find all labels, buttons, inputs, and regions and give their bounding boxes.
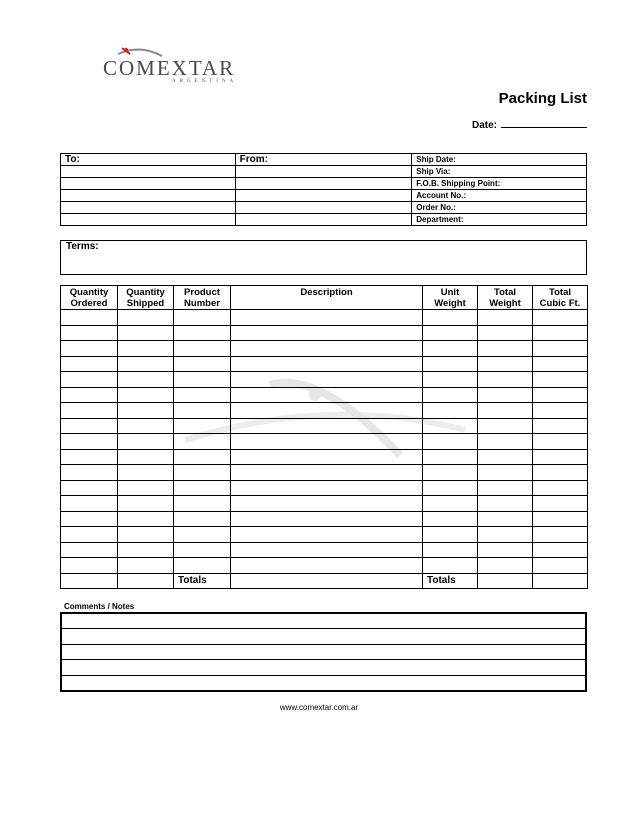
- totals-empty-cell: [118, 573, 174, 589]
- table-cell[interactable]: [533, 527, 588, 543]
- date-field: [472, 118, 587, 131]
- table-row: [61, 434, 588, 450]
- from-line[interactable]: [235, 202, 412, 214]
- table-cell[interactable]: [231, 403, 423, 419]
- table-cell[interactable]: [61, 418, 118, 434]
- table-cell[interactable]: [118, 527, 174, 543]
- comments-line[interactable]: [61, 660, 586, 675]
- table-cell[interactable]: [533, 542, 588, 558]
- table-cell[interactable]: [423, 480, 478, 496]
- table-cell[interactable]: [478, 341, 533, 357]
- table-cell[interactable]: [61, 356, 118, 372]
- table-cell[interactable]: [423, 325, 478, 341]
- table-cell[interactable]: [478, 403, 533, 419]
- footer-url: www.comextar.com.ar: [279, 703, 359, 712]
- table-cell[interactable]: [478, 527, 533, 543]
- table-row: [61, 325, 588, 341]
- table-cell[interactable]: [478, 496, 533, 512]
- table-cell[interactable]: [423, 310, 478, 326]
- table-cell[interactable]: [533, 403, 588, 419]
- table-cell[interactable]: [61, 558, 118, 574]
- table-cell[interactable]: [423, 341, 478, 357]
- table-cell[interactable]: [423, 418, 478, 434]
- table-cell[interactable]: [533, 496, 588, 512]
- table-cell[interactable]: [478, 356, 533, 372]
- logo-wordmark: COMEXTAR: [103, 56, 236, 80]
- table-cell[interactable]: [174, 511, 231, 527]
- table-cell[interactable]: [61, 310, 118, 326]
- table-row: [61, 449, 588, 465]
- col-quantity-shipped: Quantity Shipped: [118, 286, 174, 310]
- table-row: [61, 465, 588, 481]
- comments-label: Comments / Notes: [64, 602, 135, 611]
- table-cell[interactable]: [174, 372, 231, 388]
- table-cell[interactable]: [533, 325, 588, 341]
- items-header-row: [61, 286, 588, 310]
- table-cell[interactable]: [118, 449, 174, 465]
- table-cell[interactable]: [231, 465, 423, 481]
- to-line[interactable]: [61, 178, 236, 190]
- table-cell[interactable]: [174, 449, 231, 465]
- table-cell[interactable]: [174, 558, 231, 574]
- totals-row: [61, 573, 588, 589]
- col-total-weight: Total Weight: [478, 286, 533, 310]
- header-table: [60, 153, 587, 226]
- totals-empty-cell: [61, 573, 118, 589]
- table-cell[interactable]: [423, 496, 478, 512]
- table-row: [61, 542, 588, 558]
- ship-via-label: Ship Via:: [412, 166, 587, 178]
- table-cell[interactable]: [231, 449, 423, 465]
- table-cell[interactable]: [231, 325, 423, 341]
- table-row: [61, 387, 588, 403]
- table-cell[interactable]: [61, 511, 118, 527]
- table-cell[interactable]: [118, 356, 174, 372]
- table-cell[interactable]: [118, 418, 174, 434]
- comments-line[interactable]: [61, 675, 586, 691]
- table-cell[interactable]: [478, 418, 533, 434]
- table-cell[interactable]: [231, 434, 423, 450]
- from-line[interactable]: [235, 190, 412, 202]
- table-cell[interactable]: [478, 558, 533, 574]
- table-row: [61, 480, 588, 496]
- table-cell[interactable]: [423, 511, 478, 527]
- table-row: [61, 527, 588, 543]
- table-cell[interactable]: [423, 542, 478, 558]
- table-cell[interactable]: [61, 434, 118, 450]
- to-line[interactable]: [61, 166, 236, 178]
- order-no-label: Order No.:: [412, 202, 587, 214]
- table-cell[interactable]: [118, 325, 174, 341]
- table-cell[interactable]: [423, 372, 478, 388]
- table-cell[interactable]: [478, 449, 533, 465]
- table-cell[interactable]: [118, 341, 174, 357]
- table-cell[interactable]: [533, 387, 588, 403]
- table-cell[interactable]: [478, 325, 533, 341]
- table-cell[interactable]: [61, 496, 118, 512]
- from-line[interactable]: [235, 178, 412, 190]
- table-cell[interactable]: [174, 527, 231, 543]
- from-label: From:: [235, 154, 412, 166]
- table-cell[interactable]: [118, 403, 174, 419]
- table-cell[interactable]: [174, 418, 231, 434]
- table-cell[interactable]: [231, 511, 423, 527]
- table-cell[interactable]: [423, 356, 478, 372]
- table-cell[interactable]: [61, 372, 118, 388]
- table-cell[interactable]: [61, 387, 118, 403]
- total-weight-cell[interactable]: [478, 573, 533, 589]
- table-cell[interactable]: [423, 403, 478, 419]
- table-cell[interactable]: [118, 558, 174, 574]
- table-row: [61, 372, 588, 388]
- total-cubic-cell[interactable]: [533, 573, 588, 589]
- table-cell[interactable]: [478, 387, 533, 403]
- table-cell[interactable]: [478, 465, 533, 481]
- table-cell[interactable]: [174, 341, 231, 357]
- table-cell[interactable]: [118, 372, 174, 388]
- comments-line[interactable]: [61, 613, 586, 629]
- table-cell[interactable]: [118, 465, 174, 481]
- page-title: Packing List: [498, 90, 587, 107]
- table-cell[interactable]: [478, 480, 533, 496]
- table-cell[interactable]: [61, 480, 118, 496]
- table-cell[interactable]: [174, 403, 231, 419]
- from-line[interactable]: [235, 166, 412, 178]
- table-row: [61, 511, 588, 527]
- table-cell[interactable]: [231, 558, 423, 574]
- table-row: [61, 558, 588, 574]
- table-cell[interactable]: [231, 356, 423, 372]
- table-cell[interactable]: [478, 511, 533, 527]
- table-cell[interactable]: [118, 480, 174, 496]
- table-cell[interactable]: [61, 542, 118, 558]
- table-cell[interactable]: [61, 341, 118, 357]
- table-cell[interactable]: [423, 527, 478, 543]
- table-cell[interactable]: [174, 387, 231, 403]
- table-cell[interactable]: [174, 465, 231, 481]
- logo-subtitle: ARGENTINA: [172, 79, 238, 84]
- table-cell[interactable]: [174, 496, 231, 512]
- table-cell[interactable]: [533, 418, 588, 434]
- table-cell[interactable]: [533, 465, 588, 481]
- table-row: [61, 310, 588, 326]
- table-cell[interactable]: [533, 434, 588, 450]
- table-cell[interactable]: [231, 418, 423, 434]
- table-cell[interactable]: [423, 558, 478, 574]
- to-line[interactable]: [61, 202, 236, 214]
- table-cell[interactable]: [423, 449, 478, 465]
- table-row: [61, 496, 588, 512]
- table-cell[interactable]: [423, 465, 478, 481]
- table-cell[interactable]: [478, 434, 533, 450]
- terms-label: Terms:: [66, 241, 99, 252]
- date-label: Date:: [471, 120, 497, 131]
- fob-label: F.O.B. Shipping Point:: [412, 178, 587, 190]
- table-cell[interactable]: [231, 480, 423, 496]
- to-line[interactable]: [61, 190, 236, 202]
- table-cell[interactable]: [478, 310, 533, 326]
- table-cell[interactable]: [533, 511, 588, 527]
- table-cell[interactable]: [118, 496, 174, 512]
- to-line[interactable]: [61, 214, 236, 226]
- table-cell[interactable]: [533, 310, 588, 326]
- table-cell[interactable]: [533, 341, 588, 357]
- table-row: [61, 356, 588, 372]
- table-cell[interactable]: [118, 511, 174, 527]
- table-cell[interactable]: [231, 496, 423, 512]
- table-row: [61, 403, 588, 419]
- table-cell[interactable]: [231, 310, 423, 326]
- table-cell[interactable]: [231, 372, 423, 388]
- table-cell[interactable]: [118, 387, 174, 403]
- table-cell[interactable]: [61, 403, 118, 419]
- col-unit-weight: Unit Weight: [423, 286, 478, 310]
- account-no-label: Account No.:: [412, 190, 587, 202]
- table-row: [61, 341, 588, 357]
- table-cell[interactable]: [118, 310, 174, 326]
- table-cell[interactable]: [478, 372, 533, 388]
- table-cell[interactable]: [423, 434, 478, 450]
- table-cell[interactable]: [533, 449, 588, 465]
- table-cell[interactable]: [61, 325, 118, 341]
- table-cell[interactable]: [231, 387, 423, 403]
- totals-label: Totals: [423, 573, 478, 589]
- terms-box[interactable]: [60, 240, 587, 275]
- totals-label: Totals: [174, 573, 231, 589]
- table-cell[interactable]: [174, 542, 231, 558]
- col-total-cubic-ft: Total Cubic Ft.: [533, 286, 588, 310]
- table-cell[interactable]: [533, 356, 588, 372]
- table-cell[interactable]: [533, 480, 588, 496]
- table-cell[interactable]: [174, 434, 231, 450]
- table-cell[interactable]: [174, 480, 231, 496]
- col-product-number: Product Number: [174, 286, 231, 310]
- ship-date-label: Ship Date:: [412, 154, 587, 166]
- table-cell[interactable]: [533, 558, 588, 574]
- table-cell[interactable]: [174, 325, 231, 341]
- comments-table: [60, 612, 587, 692]
- col-description: Description: [231, 286, 423, 310]
- comments-line[interactable]: [61, 644, 586, 659]
- items-table: [60, 285, 588, 589]
- from-line[interactable]: [235, 214, 412, 226]
- table-cell[interactable]: [423, 387, 478, 403]
- department-label: Department:: [412, 214, 587, 226]
- table-cell[interactable]: [533, 372, 588, 388]
- table-cell[interactable]: [61, 449, 118, 465]
- table-cell[interactable]: [118, 542, 174, 558]
- date-input-line[interactable]: [501, 118, 587, 128]
- table-cell[interactable]: [478, 542, 533, 558]
- table-cell[interactable]: [118, 434, 174, 450]
- to-label: To:: [61, 154, 236, 166]
- table-cell[interactable]: [231, 542, 423, 558]
- table-row: [61, 418, 588, 434]
- totals-empty-cell: [231, 573, 423, 589]
- table-cell[interactable]: [174, 310, 231, 326]
- comments-line[interactable]: [61, 629, 586, 644]
- table-cell[interactable]: [174, 356, 231, 372]
- col-quantity-ordered: Quantity Ordered: [61, 286, 118, 310]
- table-cell[interactable]: [61, 465, 118, 481]
- table-cell[interactable]: [231, 527, 423, 543]
- table-cell[interactable]: [61, 527, 118, 543]
- table-cell[interactable]: [231, 341, 423, 357]
